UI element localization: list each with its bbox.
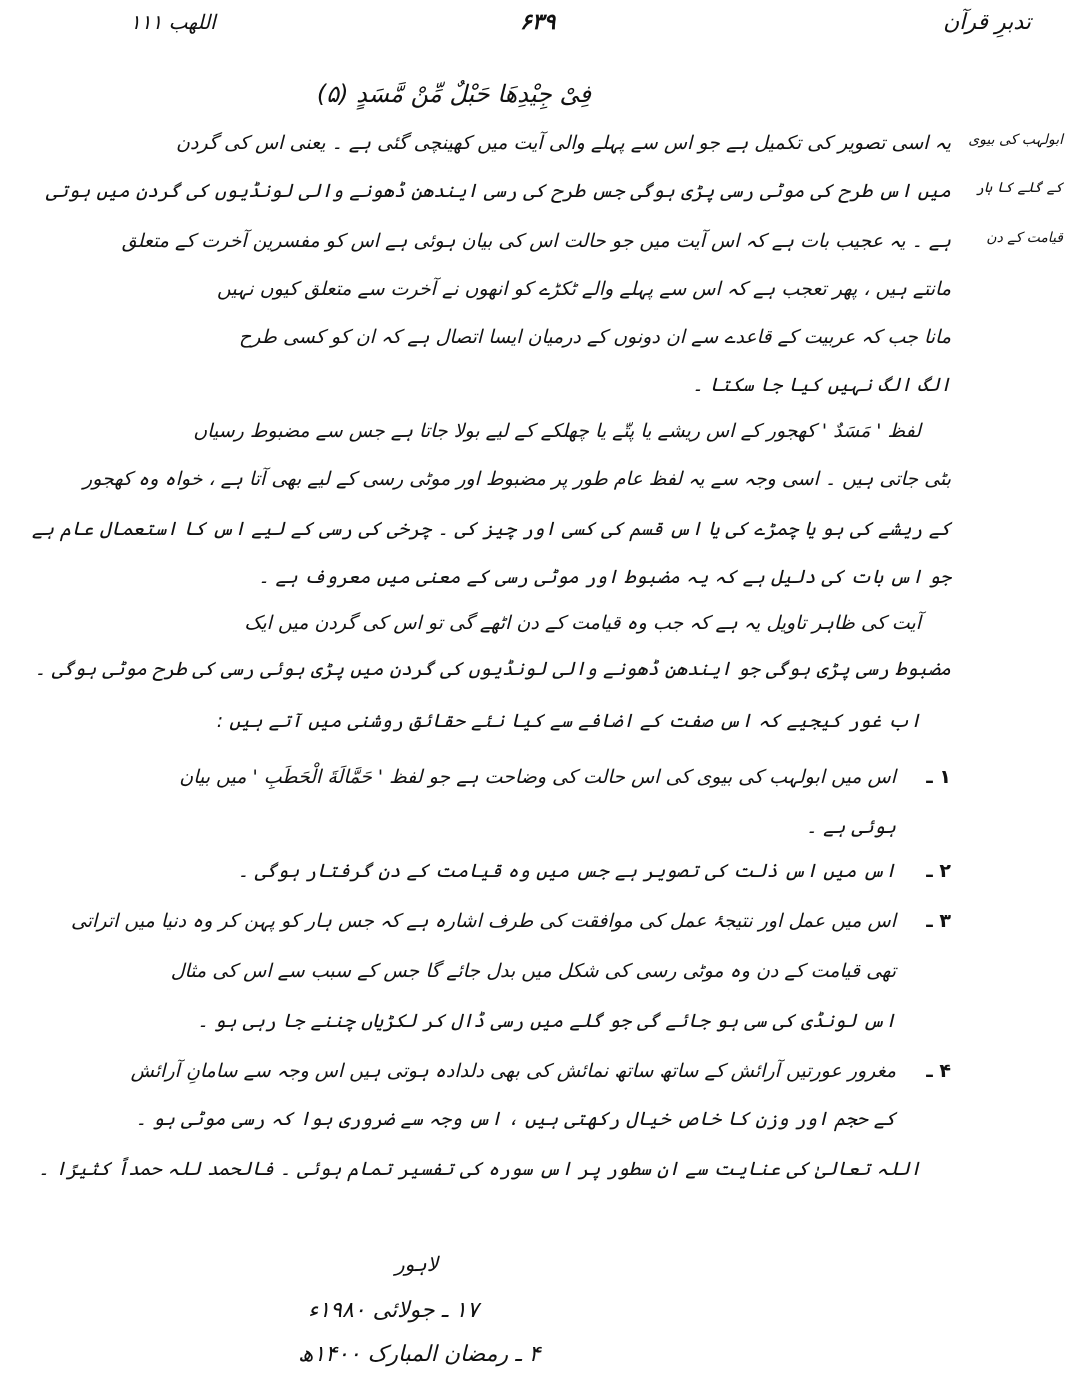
list-item-text: مغرور عورتیں آرائش کے ساتھ ساتھ نمائش کی بھی دلدادہ ہوتی ہیں اس وجہ سے سامانِ آرائش (130, 1060, 896, 1082)
text-line: لفظ ' مَسَدٌ ' کھجور کے اس ریشے یا پتّے یا چھلکے کے لیے بولا جاتا ہے جس سے مضبوط رسیاں (193, 420, 921, 442)
list-number: ۱ ـ (926, 766, 951, 788)
text-line: ہے ۔ یہ عجیب بات ہے کہ اس آیت میں جو حالت اس کی بیان ہوئی ہے اس کو مفسرین آخرت کے متعلق (121, 230, 951, 252)
signature-date-gregorian: ۱۷ ـ جولائی ۱۹۸۰ء (308, 1298, 479, 1323)
list-item-text: اس میں اس ذلت کی تصویر ہے جس میں وہ قیامت کے دن گرفتار ہوگی ۔ (237, 860, 896, 882)
text-line: کے ریشے کی ہو یا چمڑے کی یا اس قسم کی کسی اور چیز کی ۔ چرخی کی رسی کے لیے اس کا استعمال عام ہے (31, 518, 951, 540)
list-number: ۲ ـ (926, 860, 951, 882)
list-number: ۴ ـ (926, 1060, 951, 1082)
list-item-text: اس لونڈی کی سی ہو جائے گی جو گلے میں رسی ڈال کر لکڑیاں چننے جا رہی ہو ۔ (197, 1010, 896, 1032)
text-line: اب غور کیجیے کہ اس صفت کے اضافے سے کیا نئے حقائق روشنی میں آتے ہیں : (216, 710, 921, 732)
page-number: ۶۳۹ (520, 10, 556, 35)
text-line: میں اس طرح کی موٹی رسی پڑی ہوگی جس طرح کی رسی ایندھن ڈھونے والی لونڈیوں کی گردن میں ہوتی (45, 180, 951, 202)
closing-line: اللہ تعالیٰ کی عنایت سے ان سطور پر اس سورہ کی تفسیر تمام ہوئی ۔ فالحمد للہ حمداً کثیرًا ۔ (38, 1158, 921, 1180)
text-line: مانا جب کہ عربیت کے قاعدے سے ان دونوں کے درمیان ایسا اتصال ہے کہ ان کو کسی طرح (239, 326, 951, 348)
margin-note: قیامت کے دن (986, 230, 1063, 246)
list-item-text: ہوئی ہے ۔ (805, 816, 896, 838)
verse-heading: فِیْ جِیْدِھَا حَبْلٌ مِّنْ مَّسَدٍ (۵) (316, 80, 591, 108)
surah-name: اللھب ۱۱۱ (130, 10, 216, 34)
text-line: آیت کی ظاہر تاویل یہ ہے کہ جب وہ قیامت کے دن اٹھے گی تو اس کی گردن میں ایک (244, 612, 921, 634)
margin-note: کے گلے کا ہار (975, 180, 1063, 196)
list-item-text: تھی قیامت کے دن وہ موٹی رسی کی شکل میں بدل جائے گا جس کے سبب سے اس کی مثال (170, 960, 896, 982)
text-line: مضبوط رسی پڑی ہوگی جو ایندھن ڈھونے والی لونڈیوں کی گردن میں پڑی ہوئی رسی کی طرح موٹی ہوگی ۔ (34, 658, 951, 680)
margin-note: ابولہب کی بیوی (968, 132, 1063, 148)
text-line: جو اس بات کی دلیل ہے کہ یہ مضبوط اور موٹی رسی کے معنی میں معروف ہے ۔ (258, 566, 951, 588)
signature-place: لاہور (395, 1252, 439, 1276)
signature-date-hijri: ۴ ـ رمضان المبارک ۱۴۰۰ھ (298, 1342, 541, 1367)
list-number: ۳ ـ (926, 910, 951, 932)
text-line: مانتے ہیں ، پھر تعجب ہے کہ اس سے پہلے والے ٹکڑے کو انھوں نے آخرت سے متعلق کیوں نہیں (216, 278, 951, 300)
text-line: یہ اسی تصویر کی تکمیل ہے جو اس سے پہلے والی آیت میں کھینچی گئی ہے ۔ یعنی اس کی گردن (176, 132, 951, 154)
book-title: تدبرِ قرآن (943, 10, 1031, 35)
text-line: الگ الگ نہیں کیا جا سکتا ۔ (692, 374, 951, 396)
list-item-text: اس میں عمل اور نتیجۂ عمل کی موافقت کی طرف اشارہ ہے کہ جس ہار کو پہن کر وہ دنیا میں اتراتی (70, 910, 896, 932)
text-line: بٹی جاتی ہیں ۔ اسی وجہ سے یہ لفظ عام طور پر مضبوط اور موٹی رسی کے لیے بھی آتا ہے ، خواہ وہ کھجور (83, 468, 951, 490)
list-item-text: کے حجم اور وزن کا خاص خیال رکھتی ہیں ، اس وجہ سے ضروری ہوا کہ رسی موٹی ہو ۔ (135, 1108, 896, 1130)
list-item-text: اس میں ابولہب کی بیوی کی اس حالت کی وضاحت ہے جو لفظ ' حَمَّالَةَ الْحَطَبِ ' میں بیان (179, 766, 896, 788)
